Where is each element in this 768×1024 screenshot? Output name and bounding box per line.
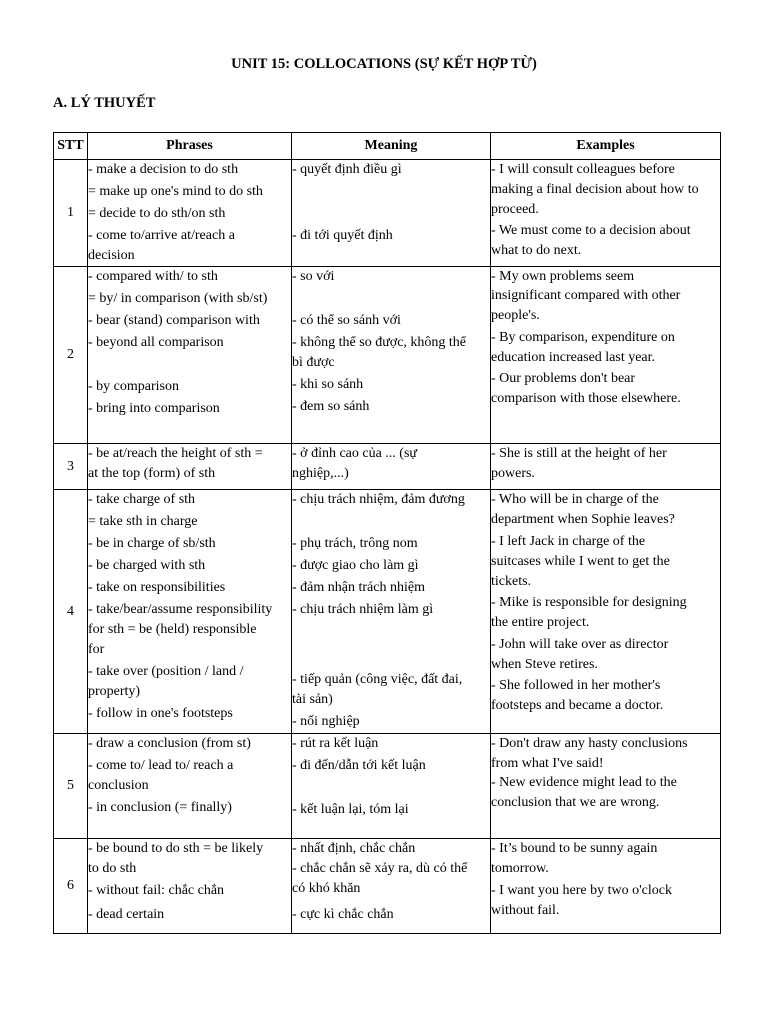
page-title: UNIT 15: COLLOCATIONS (SỰ KẾT HỢP TỪ) [231, 56, 537, 72]
meaning-cell [292, 267, 491, 444]
meaning-cell [292, 444, 491, 490]
examples-line: department when Sophie leaves? [491, 512, 675, 527]
meaning-line: - kết luận lại, tóm lại [292, 802, 409, 817]
phrases-line: - come to/ lead to/ reach a [88, 758, 234, 773]
examples-line: from what I've said! [491, 756, 604, 771]
phrases-line: - make a decision to do sth [88, 162, 239, 177]
examples-line: insignificant compared with other [491, 288, 681, 303]
row-number: 2 [54, 267, 88, 444]
phrases-line: - by comparison [88, 379, 179, 394]
meaning-line: - tiếp quản (công việc, đất đai, [292, 672, 463, 687]
phrases-line: - be bound to do sth = be likely [88, 841, 264, 856]
row-number: 4 [54, 490, 88, 734]
examples-line: proceed. [491, 202, 539, 217]
row-number: 3 [54, 444, 88, 490]
phrases-line: - without fail: chắc chắn [88, 883, 225, 898]
meaning-line: - so với [292, 269, 335, 284]
phrases-line: - be at/reach the height of sth = [88, 446, 263, 461]
phrases-line: - bring into comparison [88, 401, 220, 416]
phrases-line: - come to/arrive at/reach a [88, 228, 235, 243]
examples-line: - I want you here by two o'clock [491, 883, 672, 898]
examples-line: - Don't draw any hasty conclusions [491, 736, 688, 751]
table-header-row [54, 133, 721, 160]
phrases-line: - compared with/ to sth [88, 269, 218, 284]
examples-cell [491, 734, 721, 839]
phrases-line: - beyond all comparison [88, 335, 224, 350]
phrases-cell [88, 734, 292, 839]
phrases-line: - follow in one's footsteps [88, 706, 233, 721]
meaning-line: - chắc chắn sẽ xảy ra, dù có thể [292, 861, 468, 876]
phrases-line: for [88, 642, 105, 657]
examples-line: the entire project. [491, 615, 590, 630]
phrases-line: - in conclusion (= finally) [88, 800, 232, 815]
phrases-line: - take/bear/assume responsibility [88, 602, 273, 617]
table-row [54, 490, 721, 734]
examples-cell [491, 839, 721, 934]
meaning-line: - phụ trách, trông nom [292, 536, 418, 551]
collocations-table [53, 132, 721, 934]
phrases-line: = decide to do sth/on sth [88, 206, 226, 221]
phrases-line: - dead certain [88, 907, 165, 922]
examples-line: footsteps and became a doctor. [491, 698, 664, 713]
phrases-line: - take on responsibilities [88, 580, 226, 595]
examples-line: people's. [491, 308, 540, 323]
meaning-cell [292, 490, 491, 734]
examples-line: conclusion that we are wrong. [491, 795, 660, 810]
header-stt: STT [54, 133, 88, 160]
phrases-line: = make up one's mind to do sth [88, 184, 263, 199]
meaning-line: tài sản) [292, 692, 333, 707]
meaning-line: - quyết định điều gì [292, 162, 402, 177]
phrases-line: - draw a conclusion (from st) [88, 736, 251, 751]
phrases-line: = take sth in charge [88, 514, 198, 529]
meaning-line: bì được [292, 355, 335, 370]
examples-line: - Mike is responsible for designing [491, 595, 687, 610]
meaning-line: - đem so sánh [292, 399, 370, 414]
phrases-line: conclusion [88, 778, 149, 793]
examples-line: what to do next. [491, 243, 582, 258]
examples-line: education increased last year. [491, 350, 656, 365]
phrases-cell [88, 490, 292, 734]
meaning-line: - không thể so được, không thể [292, 335, 467, 350]
row-number: 5 [54, 734, 88, 839]
examples-line: - I will consult colleagues before [491, 162, 675, 177]
meaning-line: - chịu trách nhiệm, đảm đương [292, 492, 465, 507]
table-row [54, 734, 721, 839]
examples-line: - I left Jack in charge of the [491, 534, 646, 549]
header-meaning: Meaning [292, 133, 491, 160]
phrases-line: property) [88, 684, 141, 699]
examples-line: - Our problems don't bear [491, 371, 636, 386]
phrases-cell [88, 267, 292, 444]
meaning-line: - được giao cho làm gì [292, 558, 419, 573]
header-examples: Examples [491, 133, 721, 160]
examples-line: - John will take over as director [491, 637, 669, 652]
phrases-cell [88, 444, 292, 490]
meaning-cell [292, 160, 491, 267]
meaning-line: - chịu trách nhiệm làm gì [292, 602, 434, 617]
meaning-line: - đi tới quyết định [292, 228, 393, 243]
section-heading: A. LÝ THUYẾT [53, 95, 156, 111]
phrases-cell [88, 839, 292, 934]
table-row [54, 444, 721, 490]
table-row [54, 839, 721, 934]
row-number: 6 [54, 839, 88, 934]
examples-line: - My own problems seem [491, 269, 635, 284]
phrases-line: = by/ in comparison (with sb/st) [88, 291, 268, 306]
meaning-line: nghiệp,...) [292, 466, 349, 481]
meaning-line: có khó khăn [292, 881, 361, 896]
examples-line: - She followed in her mother's [491, 678, 661, 693]
phrases-line: - bear (stand) comparison with [88, 313, 260, 328]
phrases-cell [88, 160, 292, 267]
examples-cell [491, 444, 721, 490]
examples-line: tickets. [491, 574, 532, 589]
phrases-line: - take charge of sth [88, 492, 196, 507]
examples-line: - She is still at the height of her [491, 446, 667, 461]
phrases-line: - take over (position / land / [88, 664, 244, 679]
examples-line: tomorrow. [491, 861, 549, 876]
examples-line: powers. [491, 466, 535, 481]
examples-line: - By comparison, expenditure on [491, 330, 675, 345]
examples-cell [491, 160, 721, 267]
meaning-line: - rút ra kết luận [292, 736, 379, 751]
meaning-line: - cực kì chắc chắn [292, 907, 394, 922]
row-number: 1 [54, 160, 88, 267]
examples-cell [491, 267, 721, 444]
examples-line: making a final decision about how to [491, 182, 699, 197]
examples-line: - Who will be in charge of the [491, 492, 659, 507]
header-phrases: Phrases [88, 133, 292, 160]
meaning-line: - đi đến/dẫn tới kết luận [292, 758, 426, 773]
meaning-line: - khi so sánh [292, 377, 364, 392]
phrases-line: at the top (form) of sth [88, 466, 216, 481]
examples-line: comparison with those elsewhere. [491, 391, 681, 406]
meaning-cell [292, 839, 491, 934]
phrases-line: - be charged with sth [88, 558, 206, 573]
phrases-line: for sth = be (held) responsible [88, 622, 257, 637]
table-row [54, 160, 721, 267]
phrases-line: - be in charge of sb/sth [88, 536, 216, 551]
meaning-line: - ở đỉnh cao của ... (sự [292, 446, 418, 461]
meaning-line: - đảm nhận trách nhiệm [292, 580, 425, 595]
examples-line: - New evidence might lead to the [491, 775, 677, 790]
meaning-cell [292, 734, 491, 839]
table-row [54, 267, 721, 444]
examples-line: when Steve retires. [491, 657, 598, 672]
meaning-line: - có thể so sánh với [292, 313, 401, 328]
phrases-line: decision [88, 248, 135, 263]
phrases-line: to do sth [88, 861, 137, 876]
examples-line: - We must come to a decision about [491, 223, 691, 238]
meaning-line: - nối nghiệp [292, 714, 360, 729]
examples-line: - It’s bound to be sunny again [491, 841, 658, 856]
examples-line: suitcases while I went to get the [491, 554, 670, 569]
meaning-line: - nhất định, chắc chắn [292, 841, 416, 856]
examples-line: without fail. [491, 903, 560, 918]
examples-cell [491, 490, 721, 734]
